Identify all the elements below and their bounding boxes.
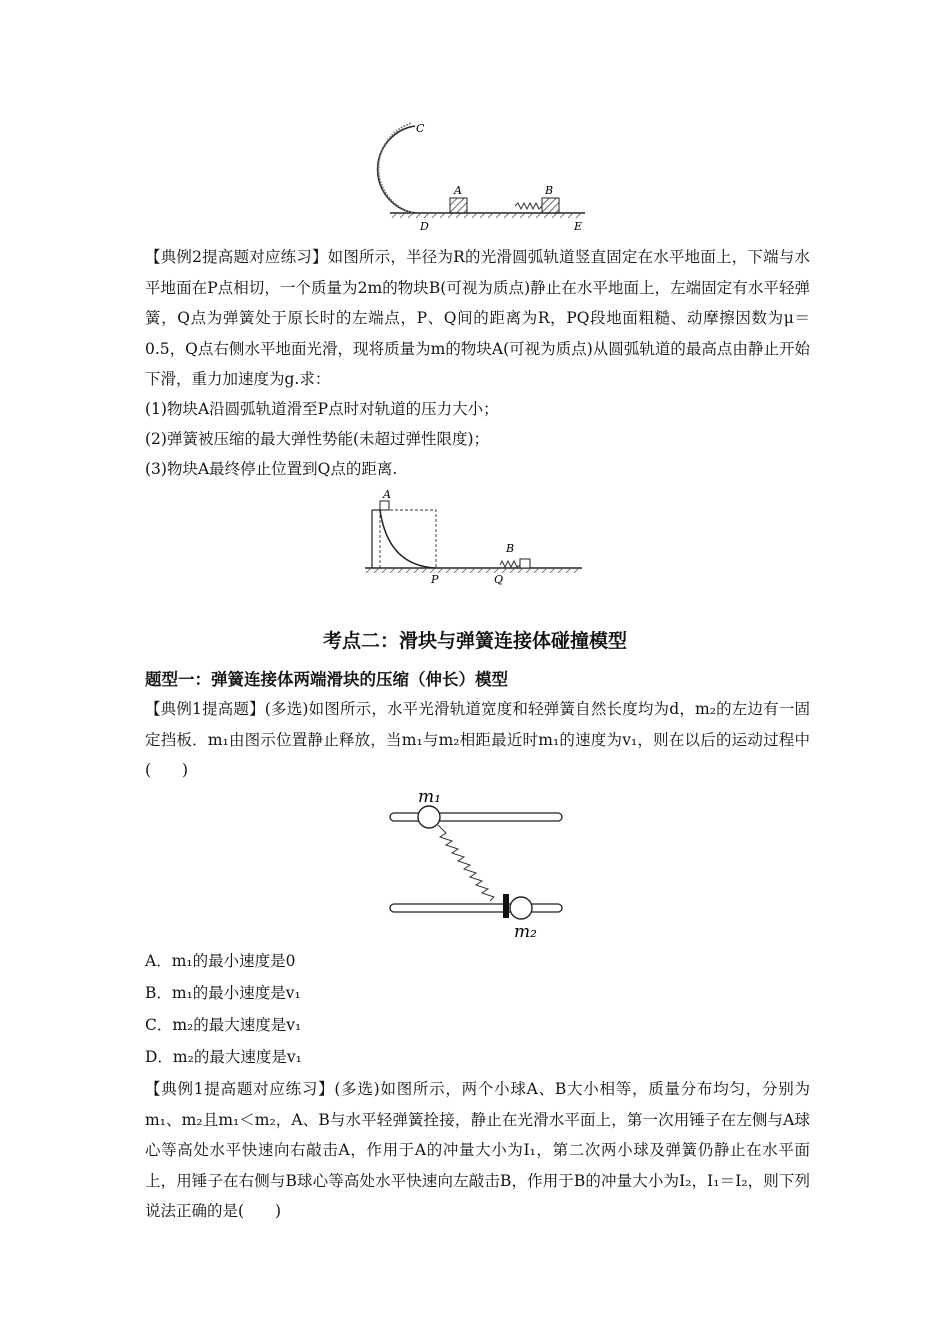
label-p: P bbox=[431, 573, 439, 586]
label-e: E bbox=[574, 220, 583, 233]
option-a[interactable]: A．m₁的最小速度是0 bbox=[145, 952, 296, 970]
subsection-title: 题型一：弹簧连接体两端滑块的压缩（伸长）模型 bbox=[145, 670, 508, 689]
section-title: 考点二：滑块与弹簧连接体碰撞模型 bbox=[322, 630, 627, 652]
problem1-text: 【典例1提高题】(多选)如图所示，水平光滑轨道宽度和轻弹簧自然长度均为d，m₂的左边有一固定挡板．m₁由图示位置静止释放，当m₁与m₂相距最近时m₁的速度为v₁，则在以后的运动过程中( ) bbox=[145, 700, 810, 779]
label-m1: m₁ bbox=[418, 787, 441, 807]
figure-arc-track bbox=[360, 118, 595, 238]
figure-quarter-arc bbox=[360, 488, 590, 588]
label-b: B bbox=[506, 542, 515, 555]
option-c[interactable]: C．m₂的最大速度是v₁ bbox=[145, 1016, 302, 1034]
label-m2: m₂ bbox=[514, 922, 537, 942]
option-b[interactable]: B．m₁的最小速度是v₁ bbox=[145, 984, 301, 1002]
option-d[interactable]: D．m₂的最大速度是v₁ bbox=[145, 1048, 302, 1066]
problem2-practice-text: 【典例2提高题对应练习】如图所示，半径为R的光滑圆弧轨道竖直固定在水平地面上，下端与水平地面在P点相切，一个质量为2m的物块B(可视为质点)静止在水平地面上，左端固定有水平轻弹簧，Q点为弹簧处于原长时的左端点，P、Q间的距离为R，PQ段地面粗糙、动摩擦因数为μ＝0.5，Q点右侧水平地面光滑，现将质量为m的物块A(可视为质点)从圆弧轨道的最高点由静止开始下滑，重力加速度为g.求： bbox=[145, 248, 810, 388]
label-b: B bbox=[545, 184, 554, 197]
question-2: (2)弹簧被压缩的最大弹性势能(未超过弹性限度)； bbox=[145, 430, 490, 448]
problem1-practice-text: 【典例1提高题对应练习】(多选)如图所示，两个小球A、B大小相等，质量分布均匀，分别为m₁、m₂且m₁＜m₂，A、B与水平轻弹簧拴接，静止在光滑水平面上，第一次用锤子在左侧与A球心等高处水平快速向右敲击A，作用于A的冲量大小为I₁，第二次两小球及弹簧仍静止在水平面上，用锤子在右侧与B球心等高处水平快速向左敲击B，作用于B的冲量大小为I₂，I₁＝I₂，则下列说法正确的是( ) bbox=[145, 1080, 810, 1220]
label-a: A bbox=[454, 184, 462, 197]
label-d: D bbox=[420, 220, 429, 233]
label-c: C bbox=[416, 122, 425, 135]
label-q: Q bbox=[494, 573, 504, 586]
figure-two-rails bbox=[380, 785, 580, 945]
question-1: (1)物块A沿圆弧轨道滑至P点时对轨道的压力大小； bbox=[145, 400, 499, 418]
label-a: A bbox=[383, 488, 391, 501]
question-3: (3)物块A最终停止位置到Q点的距离. bbox=[145, 460, 398, 478]
